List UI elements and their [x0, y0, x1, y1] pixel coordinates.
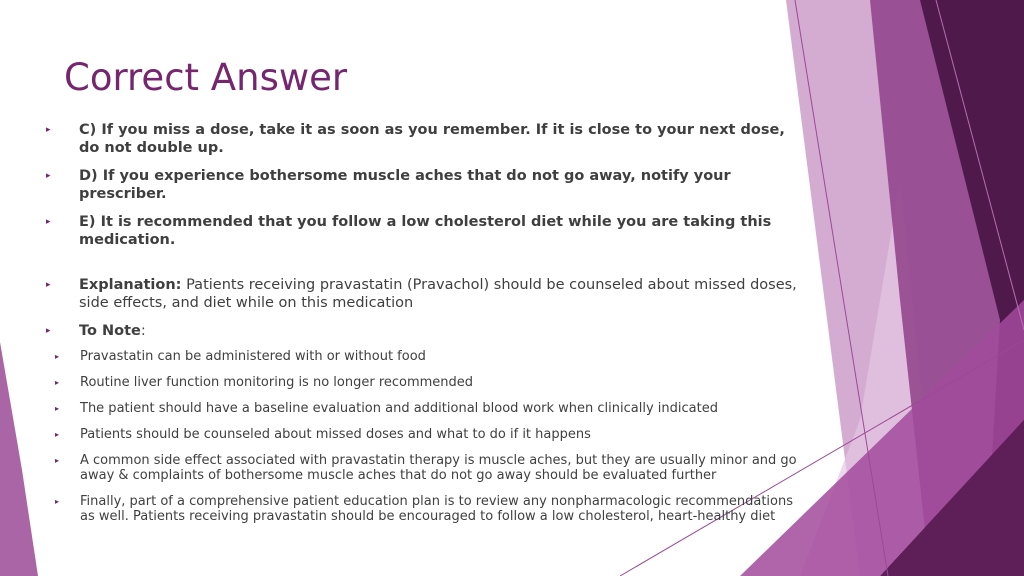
bullet-text: D) If you experience bothersome muscle aches that do not go away, notify your prescriber.	[79, 168, 731, 202]
to-note-suffix: :	[140, 323, 146, 339]
explanation-text: Patients receiving pravastatin (Pravachol) should be counseled about missed doses, side effects, and diet while on this medication	[79, 277, 797, 311]
sub-bullet-text: A common side effect associated with pravastatin therapy is muscle aches, but they are usually minor and go away & complaints of bothersome muscle aches that do not go away should be evaluated further	[80, 453, 797, 483]
sub-bullet-arrow-icon: ▸	[55, 404, 60, 413]
bullet-text: E) It is recommended that you follow a low cholesterol diet while you are taking this medication.	[79, 214, 772, 248]
sub-list-item	[46, 375, 806, 390]
sub-list-item	[46, 427, 806, 442]
sub-list-item	[46, 401, 806, 416]
list-item	[46, 167, 806, 203]
bullet-arrow-icon: ▸	[46, 326, 51, 336]
to-note-label: To Note	[79, 323, 141, 339]
explanation-item	[46, 276, 806, 312]
sub-bullet-arrow-icon: ▸	[55, 456, 60, 465]
list-item	[46, 213, 806, 249]
bullet-arrow-icon: ▸	[46, 217, 51, 227]
to-note-item	[46, 322, 806, 524]
answer-list	[46, 121, 806, 535]
sub-bullet-arrow-icon: ▸	[55, 430, 60, 439]
sub-bullet-text: The patient should have a baseline evaluation and additional blood work when clinically indicated	[80, 401, 718, 416]
bullet-arrow-icon: ▸	[46, 171, 51, 181]
to-note-list	[55, 349, 806, 524]
sub-bullet-text: Pravastatin can be administered with or without food	[80, 349, 426, 364]
sub-list-item	[46, 494, 806, 524]
explanation-label: Explanation:	[79, 277, 182, 293]
sub-bullet-text: Patients should be counseled about missed doses and what to do if it happens	[80, 427, 591, 442]
slide-title: Correct Answer	[64, 56, 348, 99]
left-accent-shape	[0, 342, 38, 576]
sub-list-item	[46, 349, 806, 364]
sub-bullet-arrow-icon: ▸	[55, 497, 60, 506]
sub-list-item	[46, 453, 806, 483]
sub-bullet-text: Finally, part of a comprehensive patient education plan is to review any nonpharmacologic recommendations as well. Patients receiving pravastatin should be encouraged to follow a low cholesterol, heart-healthy diet	[80, 494, 793, 524]
sub-bullet-arrow-icon: ▸	[55, 352, 60, 361]
list-item	[46, 121, 806, 157]
bullet-arrow-icon: ▸	[46, 280, 51, 290]
bullet-text: C) If you miss a dose, take it as soon as you remember. If it is close to your next dose, do not double up.	[79, 122, 785, 156]
sub-bullet-arrow-icon: ▸	[55, 378, 60, 387]
sub-bullet-text: Routine liver function monitoring is no longer recommended	[80, 375, 474, 390]
bullet-arrow-icon: ▸	[46, 125, 51, 135]
